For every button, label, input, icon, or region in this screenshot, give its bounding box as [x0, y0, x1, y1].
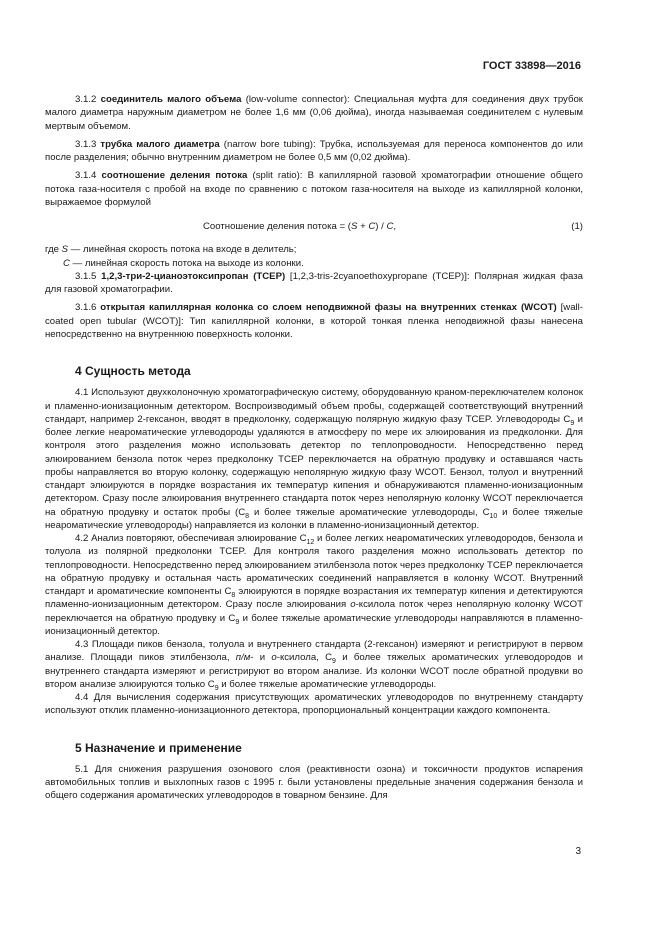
definition-text: (narrow bore tubing): Трубка, используемая для переноса компонентов до или после разделения; обычно внутренним диаметром не более 0,5 мм (0,02 дюйма).	[45, 138, 583, 163]
formula-number: (1)	[571, 221, 583, 232]
term: 1,2,3-три-2-цианоэтоксипропан (TCEP)	[101, 270, 286, 282]
clause-number: 3.1.2	[75, 94, 101, 105]
term: соединитель малого объема	[100, 94, 242, 105]
definition-text: [wall-coated open tubular (WCOT)]: Тип капиллярной колонки, в которой тонкая пленка неподвижной фазы нанесена непосредственно на внутреннюю поверхность колонки.	[45, 302, 583, 340]
clause-number: 3.1.6	[75, 302, 101, 314]
clause-number: 3.1.5	[75, 270, 102, 282]
paragraph-3-1-3	[45, 138, 583, 165]
term: соотношение деления потока	[101, 170, 248, 182]
document-id-header: ГОСТ 33898—2016	[482, 60, 581, 72]
page-content	[45, 93, 583, 803]
formula-1	[45, 220, 583, 233]
term: трубка малого диаметра	[100, 138, 220, 150]
definition-text: [1,2,3-tris-2cyanoethoxypropane (TCEP)]: Полярная жидкая фаза для газовой хроматографии.	[45, 270, 584, 295]
paragraph-5-1: 5.1 Для снижения разрушения озонового слоя (реактивности озона) и токсичности продуктов испарения автомобильных топлив и выхлопных газов с 1995 г. были установлены предельные значения содержания бензола и общего содержания ароматических углеводородов в товарном бензине. Для	[45, 763, 583, 802]
paragraph-3-1-2	[45, 93, 583, 133]
where-c: C — линейная скорость потока на выходе из колонки.	[63, 257, 304, 269]
paragraph-3-1-5	[45, 270, 583, 297]
paragraph-4-3: 4.3 Площади пиков бензола, толуола и внутреннего стандарта (2-гексанон) измеряют и регистрируют в первом анализе. Площади пиков этилбензола, п/м- и о-ксилола, $C_9$ и более тяжелых ароматических углеводородов и внутреннего стандарта измеряют и регистрируют во втором анализе. Из колонки WCOT после обратной продувки во втором анализе элюируются только $C_9$ и более тяжелые ароматические углеводороды.	[45, 639, 583, 692]
page-number: 3	[575, 846, 581, 857]
term: открытая капиллярная колонка со слоем неподвижной фазы на внутренних стенках (WCOT)	[100, 302, 557, 314]
paragraph-4-2: 4.2 Анализ повторяют, обеспечивая элюирование $C_{12}$ и более легких неароматических углеводородов, бензола и толуола из полярной предколонки TCEP. Для контроля такого разделения можно использовать детектор по теплопроводности. Непосредственно перед элюированием этилбензола поток через предколонку TCEP переключается на обратную продувку и остальная часть ароматических соединений направляется в колонку WCOT. Внутренний стандарт и ароматические компоненты $C_8$ элюируются в порядке возрастания их температур кипения и детектируются пламенно-ионизационным детектором. Сразу после элюирования о-ксилола поток через неполярную колонку WCOT переключается на обратную продувку и $C_9$ и более тяжелые ароматические углеводороды направляются в пламенно-ионизационный детектор.	[45, 533, 584, 637]
paragraph-4-1: 4.1 Используют двухколоночную хроматографическую систему, оборудованную краном-переключателем колонок и пламенно-ионизационным детектором. Воспроизводимый объем пробы, содержащей соответствующий внутренний стандарт, например 2-гексанон, вводят в предколонку, содержащую полярную жидкую фазу TCEP. Углеводороды $C_9$ и более легкие неароматические углеводороды удаляются в атмосферу по мере их элюирования из предколонки. Для контроля этого разделения можно использовать детектор по теплопроводности. Непосредственно перед элюированием бензола поток через предколонку TCEP переключается на обратную продувку и оставшаяся часть пробы направляется во вторую колонку, содержащую неполярную жидкую фазу WCOT. Бензол, толуол и внутренний стандарт элюируются в порядке возрастания их температур кипения и обнаруживаются пламенно-ионизационным детектором. Сразу после элюирования внутреннего стандарта поток через неполярную колонку WCOT переключается на обратную продувку и остаток пробы ($C_8$ и более тяжелые ароматические углеводороды, $C_{10}$ и более тяжелые неароматические углеводороды) направляется из колонки в пламенно-ионизационный детектор.	[45, 387, 583, 531]
paragraph-3-1-6	[45, 301, 583, 341]
definition-text: (split ratio): В капиллярной газовой хроматографии отношение общего потока газа-носителя с пробой на входе по сравнению с потоком газа-носителя на выходе из капиллярной колонки, выражаемое формулой	[45, 170, 583, 208]
formula-expression: Соотношение деления потока = (S + C) / C,	[203, 221, 397, 232]
clause-number: 3.1.4	[75, 170, 102, 182]
paragraph-4-4: 4.4 Для вычисления содержания присутствующих ароматических углеводородов по внутреннему стандарту используют отклик пламенно-ионизационного детектора, пропорциональный концентрации каждого компонента.	[45, 692, 583, 717]
where-s: где S — линейная скорость потока на входе в делитель;	[45, 244, 297, 256]
definition-text: (low-volume connector): Специальная муфта для соединения двух трубок малого диаметра наружным диаметром не более 1,6 мм (0,06 дюйма), иногда называемая соединителем с нулевым мертвым объемом.	[45, 94, 583, 132]
section-5-heading: 5 Назначение и применение	[75, 740, 242, 755]
clause-number: 3.1.3	[75, 138, 101, 150]
section-4-heading: 4 Сущность метода	[75, 364, 191, 378]
paragraph-3-1-4	[45, 169, 583, 209]
